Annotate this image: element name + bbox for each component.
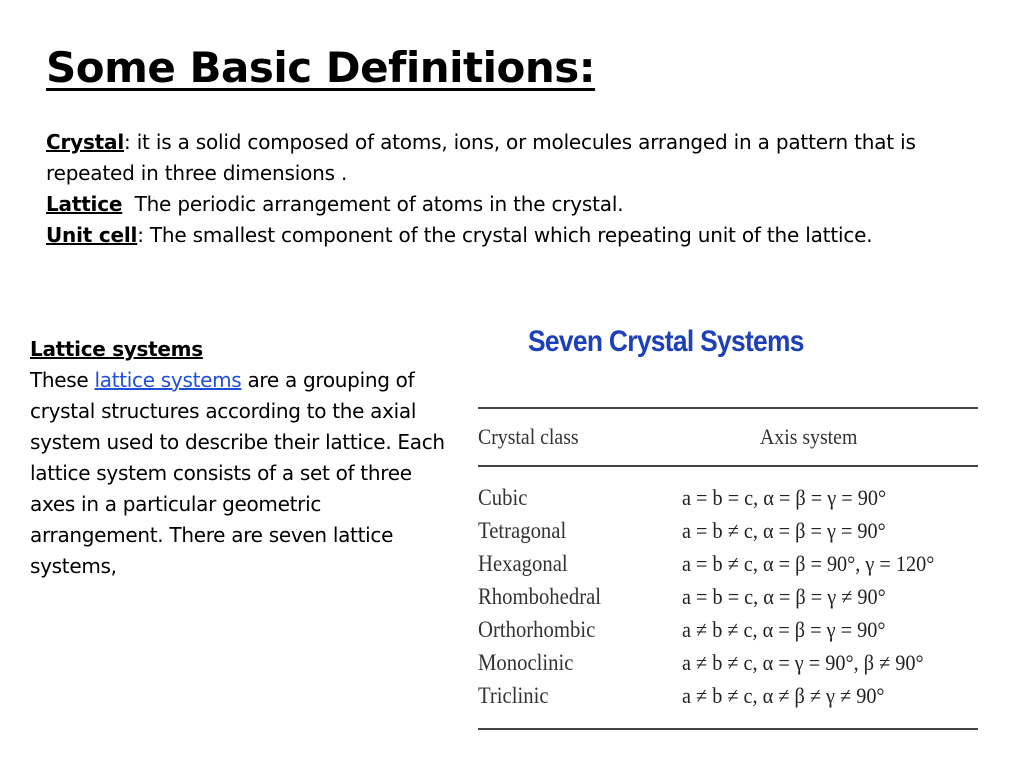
table-row: [478, 617, 978, 650]
crystal-class-cell: Orthorhombic: [478, 617, 596, 642]
table-row: [478, 584, 978, 617]
axis-system-cell: a = b = c, α = β = γ ≠ 90°: [682, 584, 886, 609]
table-row: [478, 518, 978, 551]
crystal-systems-figure: [474, 320, 978, 740]
lattice-systems-section: [30, 334, 450, 582]
definition-crystal-text: : it is a solid composed of atoms, ions, or molecules arranged in a pattern that is repeated in three dimensions .: [46, 130, 916, 185]
axis-system-cell: a = b ≠ c, α = β = 90°, γ = 120°: [682, 551, 935, 576]
table-top-rule: [478, 407, 978, 409]
axis-system-cell: a ≠ b ≠ c, α = β = γ = 90°: [682, 617, 886, 642]
axis-system-cell: a = b = c, α = β = γ = 90°: [682, 485, 887, 510]
crystal-systems-table: [478, 485, 978, 716]
lattice-systems-link[interactable]: lattice systems: [94, 368, 242, 392]
axis-system-cell: a ≠ b ≠ c, α = γ = 90°, β ≠ 90°: [682, 650, 924, 675]
table-row: [478, 650, 978, 683]
crystal-class-cell: Monoclinic: [478, 650, 574, 675]
column-header-crystal-class: Crystal class: [478, 424, 579, 449]
definitions-block: [46, 127, 986, 251]
table-row: [478, 485, 978, 518]
table-header-rule: [478, 465, 978, 467]
figure-title: Seven Crystal Systems: [528, 325, 804, 358]
term-unit-cell: Unit cell: [46, 223, 138, 247]
lattice-systems-body: are a grouping of crystal structures according to the axial system used to describe their lattice. Each lattice system consists of a set of three axes in a particular geometric arrangement. There are seven lattice systems,: [30, 368, 445, 578]
lattice-systems-heading: Lattice systems: [30, 337, 203, 361]
axis-system-cell: a ≠ b ≠ c, α ≠ β ≠ γ ≠ 90°: [682, 683, 885, 708]
term-lattice: Lattice: [46, 192, 123, 216]
table-row: [478, 551, 978, 584]
crystal-class-cell: Tetragonal: [478, 518, 567, 543]
crystal-class-cell: Cubic: [478, 485, 528, 510]
column-header-axis-system: Axis system: [760, 424, 858, 449]
definition-crystal: [46, 127, 986, 189]
term-crystal: Crystal: [46, 130, 124, 154]
crystal-class-cell: Hexagonal: [478, 551, 568, 576]
axis-system-cell: a = b ≠ c, α = β = γ = 90°: [682, 518, 886, 543]
definition-unit-cell: [46, 220, 986, 251]
definition-unit-cell-text: : The smallest component of the crystal which repeating unit of the lattice.: [137, 223, 873, 247]
crystal-class-cell: Rhombohedral: [478, 584, 602, 609]
page-title: Some Basic Definitions:: [46, 43, 596, 92]
table-bottom-rule: [478, 728, 978, 730]
definition-lattice-text: The periodic arrangement of atoms in the crystal.: [122, 192, 624, 216]
table-row: [478, 683, 978, 716]
definition-lattice: [46, 189, 986, 220]
crystal-class-cell: Triclinic: [478, 683, 549, 708]
lattice-systems-intro: These: [30, 368, 95, 392]
